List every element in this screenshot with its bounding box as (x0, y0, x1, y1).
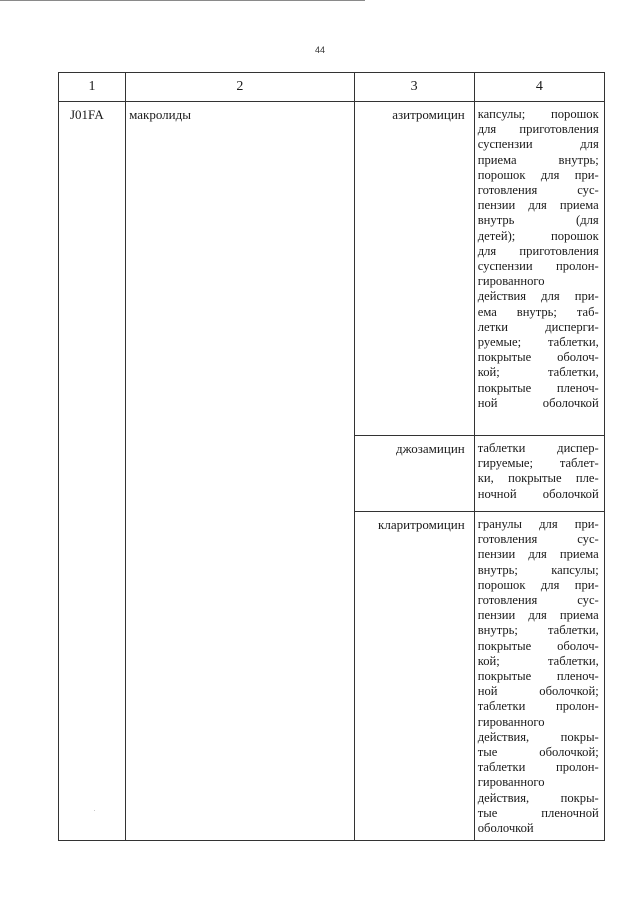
column-header-4: 4 (474, 73, 604, 102)
column-header-1: 1 (59, 73, 126, 102)
top-rule (0, 0, 365, 1)
dosage-forms-cell (474, 512, 604, 841)
drug-name-azithromycin: азитромицин (354, 102, 474, 436)
column-header-2: 2 (126, 73, 354, 102)
page-number: 44 (314, 45, 325, 55)
dosage-forms-azithromycin: капсулы; порошок для приготовления суспензии для приема внутрь; порошок для при- готовления сус- пензии для приема внутрь (для детей); порошок для приготовления суспензии пролон- гированного действия для при- ема внутрь; таб- летки дисперги- руемые; таблетки, покрытые оболоч- кой; таблетки, покрытые пленоч- ной оболочкой (477, 107, 599, 410)
dosage-forms-cell (474, 436, 604, 512)
medication-table (58, 72, 605, 841)
dosage-forms-clarithromycin: гранулы для при- готовления сус- пензии для приема внутрь; капсулы; порошок для при- готовления сус- пензии для приема внутрь; таблетки, покрытые оболоч- кой; таблетки, покрытые пленоч- ной оболочкой; таблетки пролон- гированного действия, покры- тые оболочкой; таблетки пролон- гированного действия, покры- тые пленочной оболочкой (477, 517, 599, 836)
drug-group-cell: макролиды (126, 102, 354, 841)
drug-name-josamycin: джозамицин (354, 436, 474, 512)
table-header-row (59, 73, 605, 102)
atc-code-cell: J01FA (59, 102, 126, 841)
scan-speck (94, 810, 95, 811)
dosage-forms-josamycin: таблетки диспер- гируемые; таблет- ки, покрытые пле- ночной оболочкой (477, 441, 599, 501)
dosage-forms-cell (474, 102, 604, 436)
table-row (59, 102, 605, 436)
column-header-3: 3 (354, 73, 474, 102)
drug-name-clarithromycin: кларитромицин (354, 512, 474, 841)
